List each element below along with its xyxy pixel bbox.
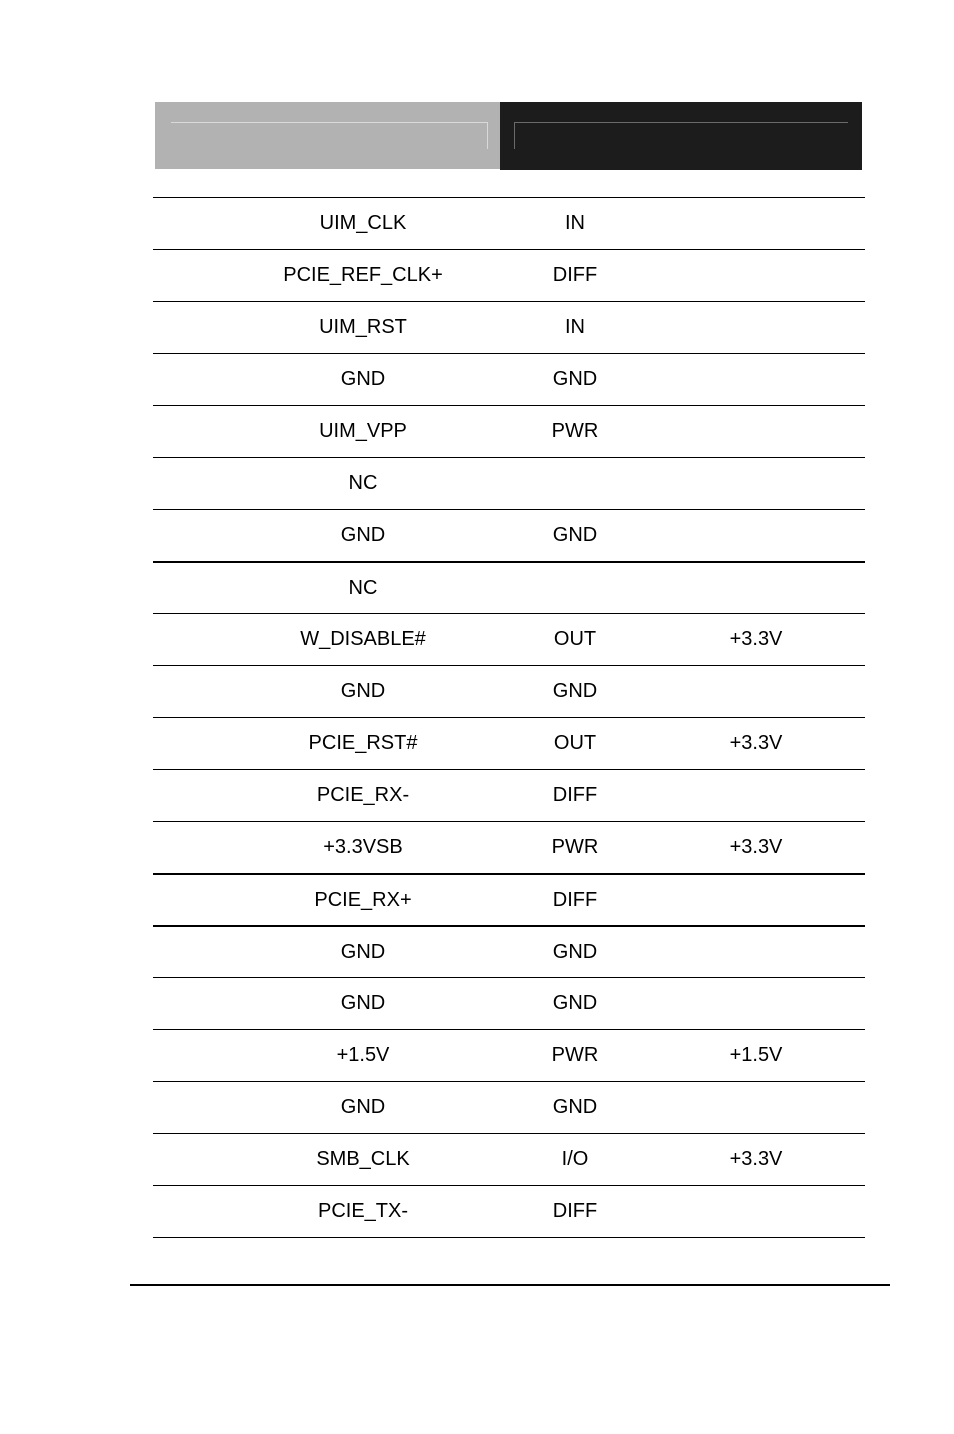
table-row [153, 197, 865, 249]
table-row [153, 1081, 865, 1133]
signal-level-cell [701, 563, 811, 614]
signal-type-cell: PWR [551, 420, 599, 442]
signal-level-cell: +3.3V [729, 628, 783, 650]
header-left-inset [171, 122, 488, 149]
signal-name-cell: UIM_CLK [319, 212, 407, 234]
signal-type-cell: GND [552, 941, 598, 963]
signal-level-cell [701, 458, 811, 509]
signal-type-cell: DIFF [552, 1200, 598, 1222]
table-row [153, 405, 865, 457]
signal-name-cell: NC [348, 577, 378, 599]
signal-type-cell: GND [552, 524, 598, 546]
signal-name-cell: GND [340, 368, 386, 390]
signal-name-cell: PCIE_TX- [317, 1200, 409, 1222]
signal-name-cell: PCIE_RX- [316, 784, 410, 806]
signal-level-cell: +3.3V [729, 1148, 783, 1170]
signal-name-cell: SMB_CLK [316, 1148, 410, 1170]
signal-level-cell [701, 510, 811, 561]
signal-level-cell: +3.3V [729, 732, 783, 754]
page-header-bar [155, 102, 862, 170]
signal-type-cell: OUT [553, 732, 597, 754]
signal-name-cell: NC [348, 472, 378, 494]
signal-level-cell [701, 1186, 811, 1237]
signal-name-cell: PCIE_RST# [308, 732, 418, 754]
signal-type-cell [520, 563, 630, 614]
signal-type-cell: IN [565, 316, 585, 338]
table-row [153, 561, 865, 613]
pin-definition-table [153, 197, 865, 1238]
signal-level-cell [701, 978, 811, 1029]
signal-type-cell: GND [552, 992, 598, 1014]
table-row [153, 665, 865, 717]
signal-type-cell: OUT [553, 628, 597, 650]
table-row [153, 509, 865, 561]
footer-divider [130, 1284, 890, 1286]
table-row [153, 613, 865, 665]
signal-type-cell: DIFF [552, 264, 598, 286]
table-row [153, 821, 865, 873]
signal-name-cell: W_DISABLE# [300, 628, 426, 650]
signal-level-cell [701, 1082, 811, 1133]
signal-name-cell: GND [340, 992, 386, 1014]
signal-level-cell [701, 198, 811, 249]
signal-type-cell: I/O [561, 1148, 589, 1170]
table-row [153, 301, 865, 353]
header-right-inset [514, 122, 848, 149]
signal-level-cell [701, 927, 811, 978]
signal-name-cell: GND [340, 1096, 386, 1118]
signal-level-cell [701, 875, 811, 926]
table-row [153, 925, 865, 977]
table-row [153, 1133, 865, 1185]
signal-level-cell [701, 666, 811, 717]
signal-type-cell: IN [565, 212, 585, 234]
signal-name-cell: UIM_RST [319, 316, 407, 338]
signal-level-cell: +1.5V [729, 1044, 783, 1066]
table-row [153, 717, 865, 769]
signal-level-cell [701, 250, 811, 301]
table-row [153, 873, 865, 925]
header-left-panel [155, 102, 500, 169]
signal-type-cell: GND [552, 680, 598, 702]
signal-type-cell [520, 458, 630, 509]
table-row [153, 769, 865, 821]
signal-name-cell: PCIE_REF_CLK+ [283, 264, 443, 286]
table-row [153, 977, 865, 1029]
signal-type-cell: PWR [551, 836, 599, 858]
header-right-panel [500, 102, 862, 170]
signal-name-cell: +3.3VSB [323, 836, 403, 858]
signal-type-cell: PWR [551, 1044, 599, 1066]
signal-level-cell [701, 406, 811, 457]
signal-type-cell: DIFF [552, 784, 598, 806]
table-row [153, 249, 865, 301]
signal-name-cell: PCIE_RX+ [314, 889, 412, 911]
signal-name-cell: +1.5V [336, 1044, 390, 1066]
table-row [153, 457, 865, 509]
table-row [153, 1185, 865, 1238]
signal-name-cell: GND [340, 941, 386, 963]
signal-type-cell: GND [552, 1096, 598, 1118]
table-row [153, 353, 865, 405]
signal-level-cell [701, 354, 811, 405]
signal-type-cell: DIFF [552, 889, 598, 911]
table-row [153, 1029, 865, 1081]
signal-name-cell: GND [340, 680, 386, 702]
signal-level-cell: +3.3V [729, 836, 783, 858]
signal-name-cell: UIM_VPP [319, 420, 407, 442]
signal-level-cell [701, 302, 811, 353]
signal-type-cell: GND [552, 368, 598, 390]
signal-name-cell: GND [340, 524, 386, 546]
signal-level-cell [701, 770, 811, 821]
